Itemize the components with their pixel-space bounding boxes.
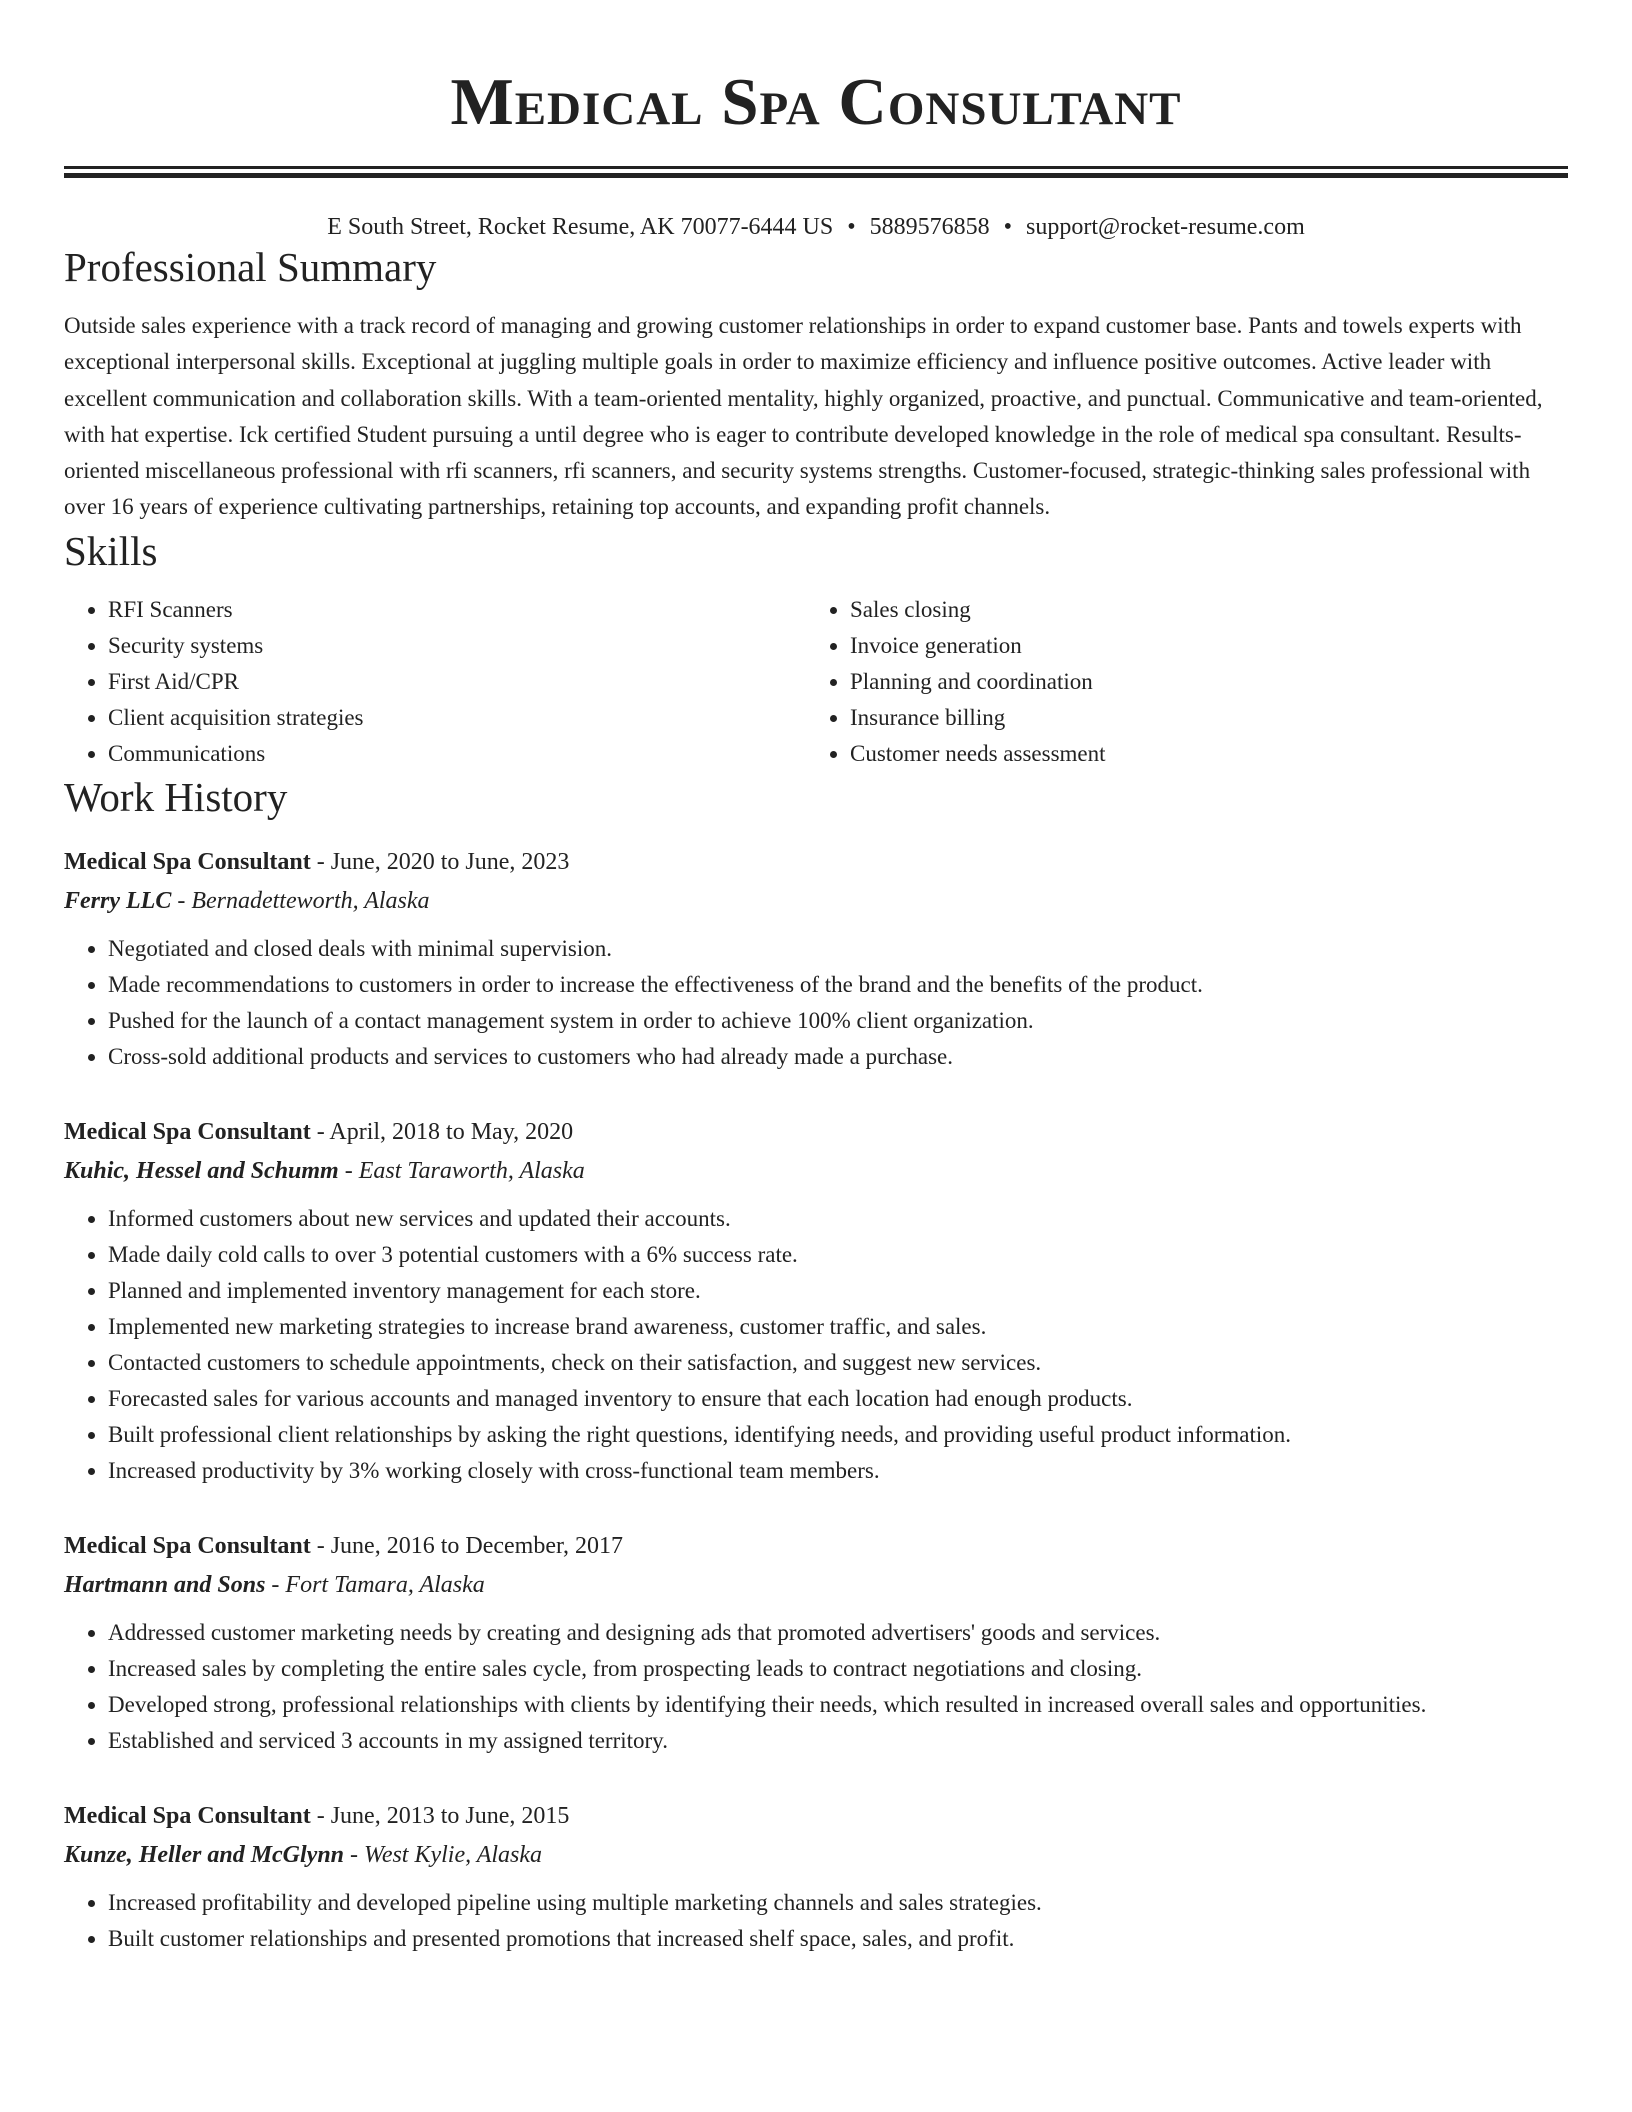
duty-item: • Increased profitability and developed pipeline using multiple marketing channels and sales strategies. bbox=[108, 1885, 1568, 1921]
job-entry bbox=[64, 1113, 1568, 1489]
skills-column-right bbox=[806, 592, 1548, 772]
job-duties bbox=[64, 1885, 1568, 1957]
contact-phone: 5889576858 bbox=[869, 214, 990, 240]
resume-title: Medical Spa Consultant bbox=[450, 65, 1182, 139]
job-title: Medical Spa Consultant bbox=[64, 848, 311, 875]
duty-item: • Cross-sold additional products and services to customers who had already made a purchase. bbox=[108, 1039, 1568, 1075]
job-title: Medical Spa Consultant bbox=[64, 1118, 311, 1145]
company-line bbox=[64, 881, 1568, 921]
duty-item: • Built professional client relationships by asking the right questions, identifying needs, and providing useful product information. bbox=[108, 1417, 1568, 1453]
duty-item: • Increased sales by completing the entire sales cycle, from prospecting leads to contract negotiations and closing. bbox=[108, 1651, 1568, 1687]
duty-item: • Implemented new marketing strategies to increase brand awareness, customer traffic, and sales. bbox=[108, 1309, 1568, 1345]
job-entry bbox=[64, 1527, 1568, 1759]
title-divider-thick bbox=[64, 173, 1568, 178]
skills-list bbox=[64, 592, 1568, 772]
job-dates: - April, 2018 to May, 2020 bbox=[310, 1118, 574, 1145]
skills-column-left bbox=[64, 592, 806, 772]
job-title-line bbox=[64, 843, 1568, 881]
company-name: Ferry LLC bbox=[64, 887, 172, 914]
company-location: - East Taraworth, Alaska bbox=[338, 1157, 585, 1184]
job-entry bbox=[64, 1797, 1568, 1957]
duty-item: • Informed customers about new services and updated their accounts. bbox=[108, 1201, 1568, 1237]
job-dates: - June, 2020 to June, 2023 bbox=[310, 848, 570, 875]
duty-item: • Established and serviced 3 accounts in my assigned territory. bbox=[108, 1723, 1568, 1759]
company-name: Hartmann and Sons bbox=[64, 1571, 266, 1598]
duty-item: • Planned and implemented inventory management for each store. bbox=[108, 1273, 1568, 1309]
duty-item: • Pushed for the launch of a contact management system in order to achieve 100% client organization. bbox=[108, 1003, 1568, 1039]
company-name: Kunze, Heller and McGlynn bbox=[64, 1841, 345, 1868]
duty-item: • Built customer relationships and presented promotions that increased shelf space, sales, and profit. bbox=[108, 1921, 1568, 1957]
skill-item: • Security systems bbox=[108, 628, 806, 664]
company-location: - Fort Tamara, Alaska bbox=[265, 1571, 485, 1598]
job-entry bbox=[64, 843, 1568, 1075]
duty-item: • Addressed customer marketing needs by creating and designing ads that promoted advertisers' goods and services. bbox=[108, 1615, 1568, 1651]
company-line bbox=[64, 1835, 1568, 1875]
duty-item: • Negotiated and closed deals with minimal supervision. bbox=[108, 931, 1568, 967]
skill-item: • RFI Scanners bbox=[108, 592, 806, 628]
duty-item: • Made recommendations to customers in order to increase the effectiveness of the brand and the benefits of the product. bbox=[108, 967, 1568, 1003]
job-title: Medical Spa Consultant bbox=[64, 1532, 311, 1559]
skill-item: • Insurance billing bbox=[850, 700, 1548, 736]
duty-item: • Increased productivity by 3% working closely with cross-functional team members. bbox=[108, 1453, 1568, 1489]
summary-heading: Professional Summary bbox=[64, 244, 437, 290]
job-title-line bbox=[64, 1527, 1568, 1565]
company-location: - West Kylie, Alaska bbox=[344, 1841, 543, 1868]
summary-text: Outside sales experience with a track record of managing and growing customer relationships in order to expand customer base. Pants and towels experts with exceptional interpersonal skills. Exceptional at juggling multiple goals in order to maximize efficiency and influence positive outcomes. Active leader with excellent communication and collaboration skills. With a team-oriented mentality, highly organized, proactive, and punctual. Communicative and team-oriented, with hat expertise. Ick certified Student pursuing a until degree who is eager to contribute developed knowledge in the role of medical spa consultant. Results-oriented miscellaneous professional with rfi scanners, rfi scanners, and security systems strengths. Customer-focused, strategic-thinking sales professional with over 16 years of experience cultivating partnerships, retaining top accounts, and expanding profit channels. bbox=[64, 313, 1543, 520]
job-title-line bbox=[64, 1797, 1568, 1835]
skill-item: • Sales closing bbox=[850, 592, 1548, 628]
job-title-line bbox=[64, 1113, 1568, 1151]
skill-item: • Client acquisition strategies bbox=[108, 700, 806, 736]
job-dates: - June, 2013 to June, 2015 bbox=[310, 1802, 570, 1829]
skill-item: • Customer needs assessment bbox=[850, 736, 1548, 772]
duty-item: • Made daily cold calls to over 3 potential customers with a 6% success rate. bbox=[108, 1237, 1568, 1273]
duty-item: • Forecasted sales for various accounts and managed inventory to ensure that each location had enough products. bbox=[108, 1381, 1568, 1417]
contact-line bbox=[64, 212, 1568, 242]
company-line bbox=[64, 1151, 1568, 1191]
title-divider-thin bbox=[64, 166, 1568, 169]
skill-item: • First Aid/CPR bbox=[108, 664, 806, 700]
skill-item: • Invoice generation bbox=[850, 628, 1548, 664]
contact-email: support@rocket-resume.com bbox=[1026, 214, 1305, 240]
duty-item: • Contacted customers to schedule appointments, check on their satisfaction, and suggest new services. bbox=[108, 1345, 1568, 1381]
job-duties bbox=[64, 931, 1568, 1075]
company-line bbox=[64, 1565, 1568, 1605]
skill-item: • Planning and coordination bbox=[850, 664, 1548, 700]
duty-item: • Developed strong, professional relationships with clients by identifying their needs, which resulted in increased overall sales and opportunities. bbox=[108, 1687, 1568, 1723]
contact-separator: • bbox=[847, 214, 856, 240]
work-history-heading: Work History bbox=[64, 773, 288, 820]
job-duties bbox=[64, 1615, 1568, 1759]
job-duties bbox=[64, 1201, 1568, 1489]
skill-item: • Communications bbox=[108, 736, 806, 772]
company-name: Kuhic, Hessel and Schumm bbox=[64, 1157, 339, 1184]
contact-address: E South Street, Rocket Resume, AK 70077-6444 US bbox=[327, 214, 834, 240]
company-location: - Bernadetteworth, Alaska bbox=[171, 887, 430, 914]
contact-separator: • bbox=[1003, 214, 1013, 240]
skills-heading: Skills bbox=[64, 527, 158, 574]
job-dates: - June, 2016 to December, 2017 bbox=[310, 1532, 623, 1559]
job-title: Medical Spa Consultant bbox=[64, 1802, 311, 1829]
